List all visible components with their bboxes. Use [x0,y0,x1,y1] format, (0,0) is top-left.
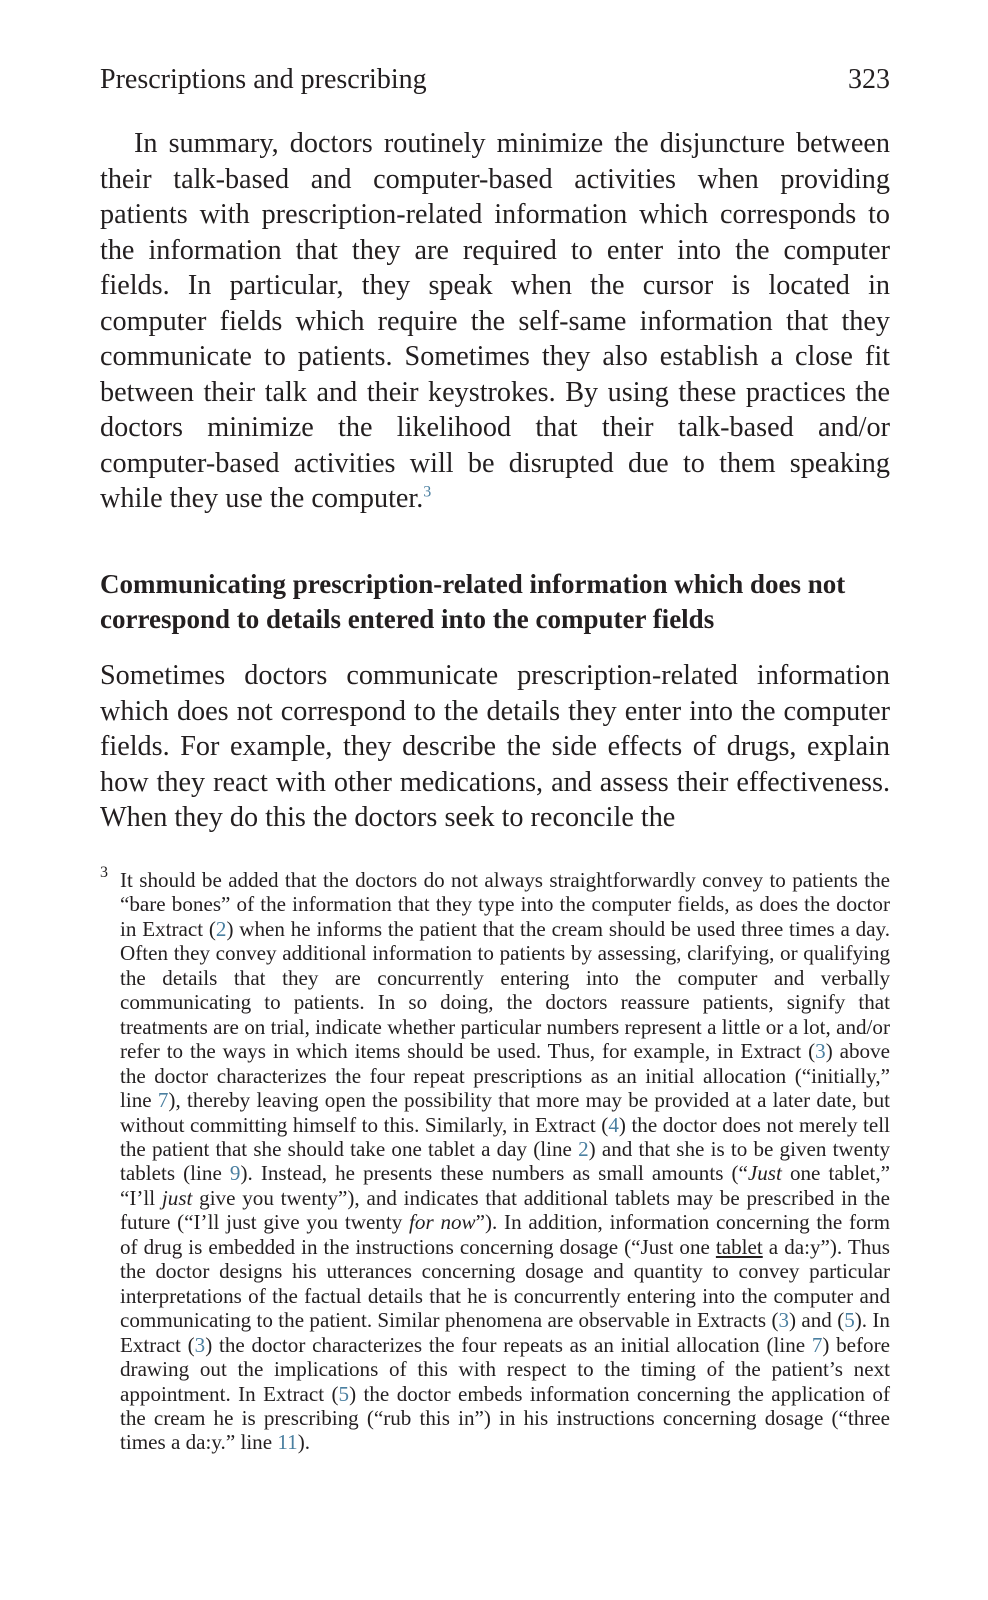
footnote-text-segment: ) the doctor embeds information concerning the application of the cream he is prescribing (“rub this in”) in his instructions concerning dosage (“three times a da:y.” line [120,1381,890,1455]
footnote-text-segment: ). Instead, he presents these numbers as small amounts (“ [240,1161,748,1186]
extract-link[interactable]: 3 [194,1332,206,1357]
underlined-text: tablet [715,1234,763,1259]
emphasis-text: Just [747,1161,782,1186]
footnote-text-segment: ) the doctor characterizes the four repeats as an initial allocation (line [205,1332,812,1357]
page-number: 323 [848,64,890,95]
line-link[interactable]: 9 [229,1161,241,1186]
footnote-text-segment: ) and ( [789,1308,845,1333]
summary-paragraph [100,126,890,517]
running-title: Prescriptions and prescribing [100,64,427,95]
footnote-text-segment: ) above the doctor characterizes the four repeat prescriptions as an initial allocation (“initially,” line [120,1039,890,1113]
section-heading: Communicating prescription-related information which does not correspond to details entered into the computer fields [100,569,846,634]
footnote-text-segment: ) when he informs the patient that the cream should be used three times a day. Often they convey additional information to patients by assessing, clarifying, or qualifying the details that they are concurrently entering into the computer and verbally communicating to patients. In so doing, the doctors reassure patients, signify that treatments are on trial, indicate whether particular numbers represent a little or a lot, and/or refer to the ways in which items should be used. Thus, for example, in Extract ( [120,916,891,1064]
footnote-text-segment: ) and that she is to be given twenty tablets (line [120,1136,890,1186]
extract-link[interactable]: 5 [844,1308,855,1333]
footnote-text-segment: ) before drawing out the implications of this with respect to the timing of the patient’s next appointment. In Extract ( [120,1332,890,1406]
footnote-text-segment: ). In Extract ( [120,1308,890,1357]
emphasis-text: for now [409,1210,476,1235]
extract-link[interactable]: 4 [608,1112,619,1137]
emphasis-text: just [161,1185,193,1210]
line-link[interactable]: 2 [578,1136,589,1161]
extract-link[interactable]: 2 [215,916,227,941]
footnote [100,864,891,1455]
footnote-text-segment: ”). In addition, information concerning the form of drug is embedded in the instructions concerning dosage (“Just one [120,1210,890,1259]
line-link[interactable]: 11 [277,1430,298,1455]
footnote-marker: 3 [100,864,108,881]
footnote-text [120,868,890,1455]
summary-paragraph-text: In summary, doctors routinely minimize the disjuncture between their talk-based and computer-based activities when providing patients with prescription-related information which corresponds to the information that they are required to enter into the computer fields. In particular, they speak when the cursor is located in computer fields which require the self-same information that they communicate to patients. Sometimes they also establish a close fit between their talk and their keystrokes. By using these practices the doctors minimize the likelihood that their talk-based and/or computer-based activities will be disrupted due to them speaking while they use the computer. [100,128,890,514]
extract-link[interactable]: 3 [815,1039,826,1064]
footnote-reference-link[interactable]: 3 [423,483,432,501]
footnote-text-segment: give you twenty”), and indicates that additional tablets may be prescribed in the future (“I’ll just give you twenty [120,1185,891,1235]
footnote-text-segment: a da:y”). Thus the doctor designs his utterances concerning dosage and quantity to convey particular interpretations of the factual details that he is concurrently entering into the computer and communicating to the patient. Similar phenomena are observable in Extracts ( [120,1234,891,1333]
section-paragraph: Sometimes doctors communicate prescription-related information which does not correspond to the details they enter into the computer fields. For example, they describe the side effects of drugs, explain how they react with other medications, and assess their effectiveness. When they do this the doctors seek to reconcile the [100,660,890,833]
line-link[interactable]: 7 [157,1088,169,1113]
line-link[interactable]: 7 [811,1332,823,1357]
extract-link[interactable]: 3 [778,1308,790,1333]
running-head [100,62,890,98]
footnote-text-segment: It should be added that the doctors do not always straightforwardly convey to patients the “bare bones” of the information that they type into the computer fields, as does the doctor in Extract ( [120,868,890,941]
footnote-text-segment: one tablet,” “I’ll [120,1161,890,1210]
footnote-text-segment: ) the doctor does not merely tell the patient that she should take one tablet a day (line [120,1112,890,1161]
footnote-text-segment: ). [297,1430,310,1455]
extract-link[interactable]: 5 [338,1381,350,1406]
footnote-text-segment: ), thereby leaving open the possibility that more may be provided at a later date, but without committing himself to this. Similarly, in Extract ( [120,1088,890,1137]
